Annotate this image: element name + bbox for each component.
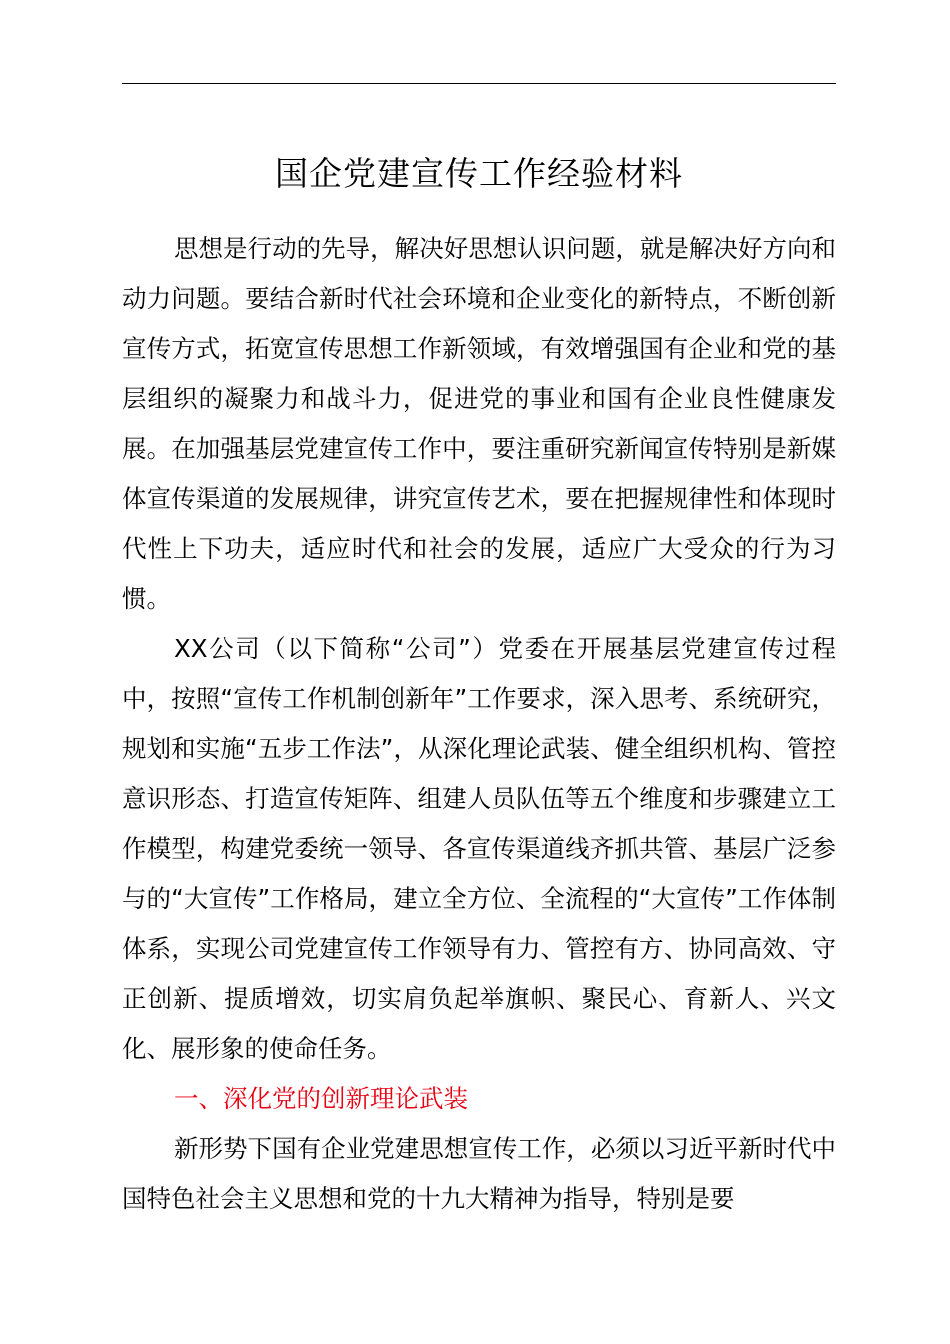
paragraph-intro: 思想是行动的先导，解决好思想认识问题，就是解决好方向和动力问题。要结合新时代社会环境和企业变化的新特点，不断创新宣传方式，拓宽宣传思想工作新领域，有效增强国有企业和党的基层组织的凝聚力和战斗力，促进党的事业和国有企业良性健康发展。在加强基层党建宣传工作中，要注重研究新闻宣传特别是新媒体宣传渠道的发展规律，讲究宣传艺术，要在把握规律性和体现时代性上下功夫，适应时代和社会的发展，适应广大受众的行为习惯。 <box>122 234 836 613</box>
document-title: 国企党建宣传工作经验材料 <box>275 154 683 193</box>
document-body <box>122 224 836 1224</box>
section-heading: 一、深化党的创新理论武装 <box>174 1084 468 1113</box>
paragraph-section-one: 新形势下国有企业党建思想宣传工作，必须以习近平新时代中国特色社会主义思想和党的十九大精神为指导，特别是要 <box>122 1134 836 1213</box>
paragraph-company-overview: XX公司（以下简称“公司”）党委在开展基层党建宣传过程中，按照“宣传工作机制创新年”工作要求，深入思考、系统研究，规划和实施“五步工作法”，从深化理论武装、健全组织机构、管控意识形态、打造宣传矩阵、组建人员队伍等五个维度和步骤建立工作模型，构建党委统一领导、各宣传渠道线齐抓共管、基层广泛参与的“大宣传”工作格局，建立全方位、全流程的“大宣传”工作体制体系，实现公司党建宣传工作领导有力、管控有方、协同高效、守正创新、提质增效，切实肩负起举旗帜、聚民心、育新人、兴文化、展形象的使命任务。 <box>122 634 836 1063</box>
header-rule <box>122 83 836 84</box>
